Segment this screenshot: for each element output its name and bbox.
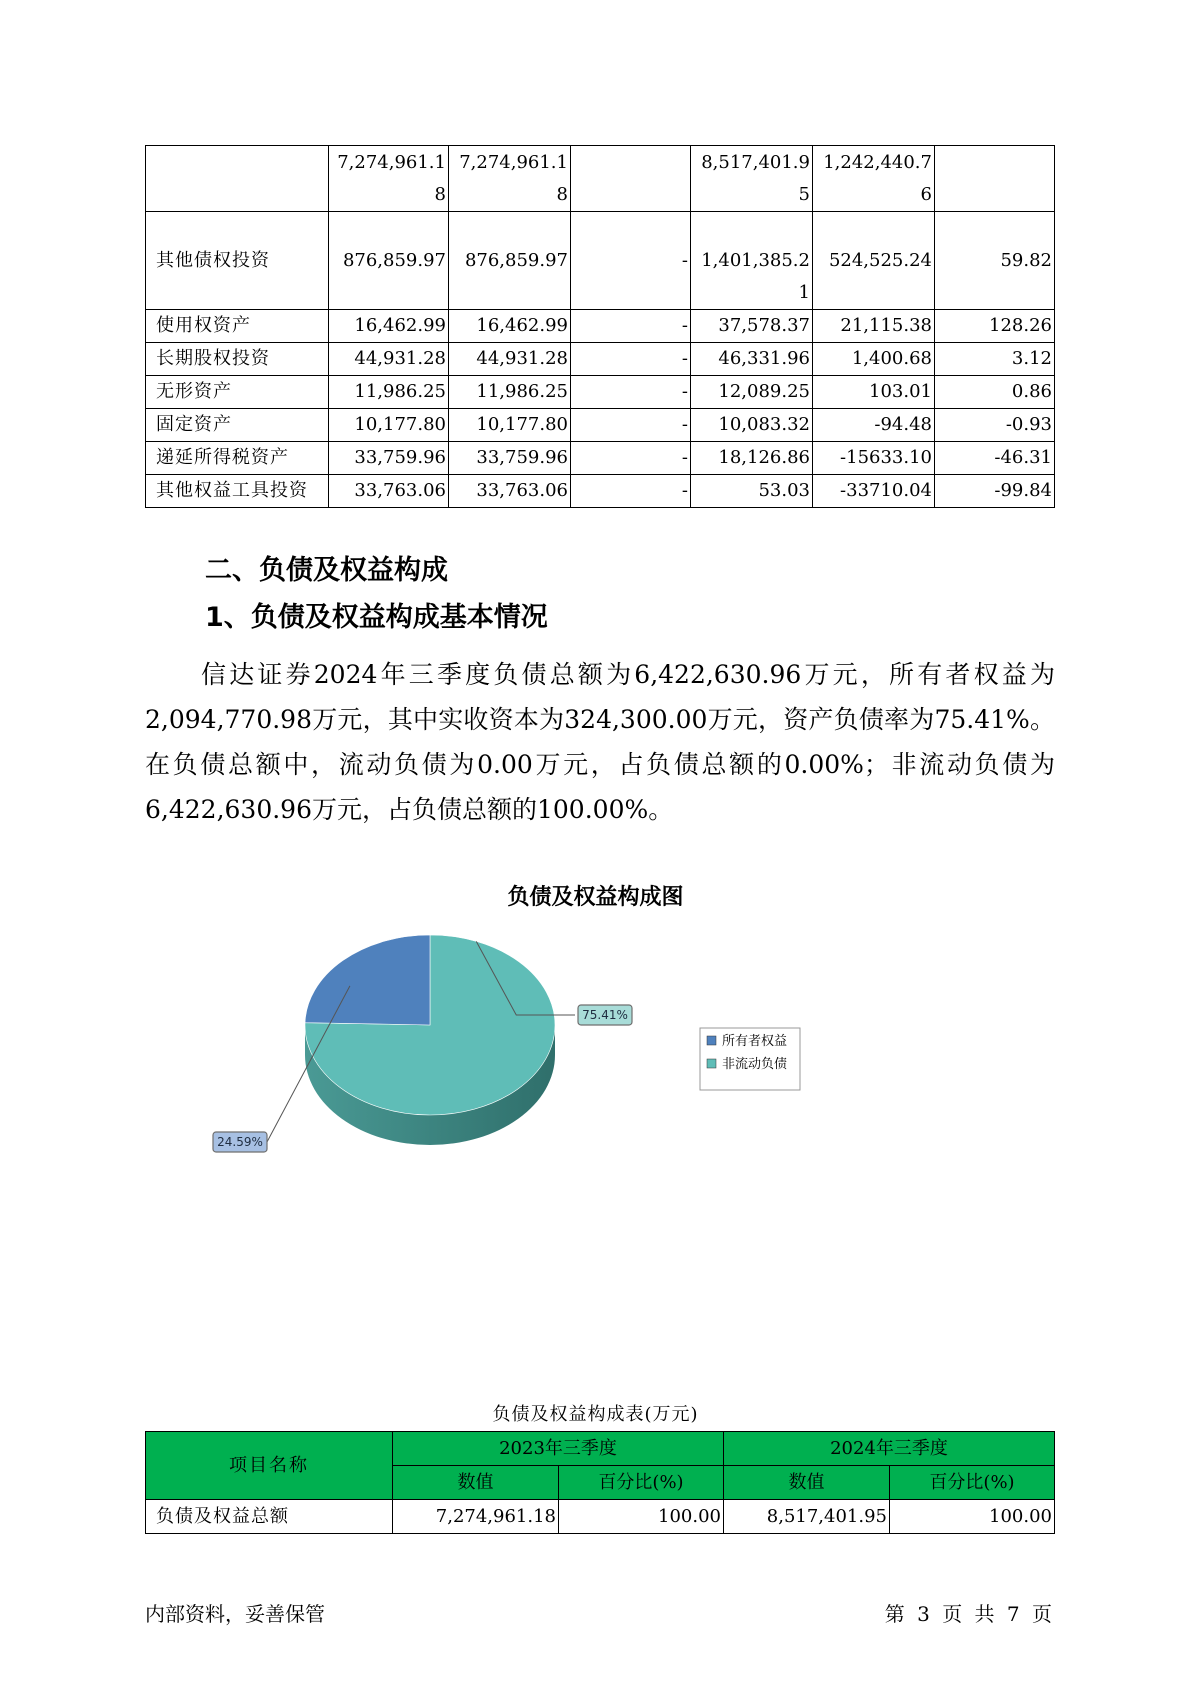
data-label: 24.59% [217, 1135, 263, 1149]
cell-value: 33,763.06 [449, 475, 571, 508]
cell-value: 59.82 [935, 212, 1055, 310]
cell-value: 16,462.99 [449, 310, 571, 343]
cell-value: 33,759.96 [449, 442, 571, 475]
col-header-period1: 2023年三季度 [393, 1432, 724, 1466]
cell-value: -33710.04 [813, 475, 935, 508]
subheader-pct: 百分比(%) [559, 1466, 724, 1500]
footer-confidential: 内部资料，妥善保管 [145, 1602, 325, 1626]
cell-value: 100.00 [890, 1500, 1055, 1534]
cell-value: 7,274,961.18 [449, 146, 571, 212]
table-caption: 负债及权益构成表(万元) [492, 1404, 699, 1425]
row-name: 固定资产 [146, 409, 329, 442]
row-name: 负债及权益总额 [146, 1500, 393, 1534]
cell-value: 7,274,961.18 [393, 1500, 559, 1534]
chart-legend [700, 1028, 800, 1090]
legend-swatch-equity [707, 1036, 716, 1045]
chart-title: 负债及权益构成图 [507, 885, 684, 910]
cell-value: 12,089.25 [691, 376, 813, 409]
cell-value: - [571, 409, 691, 442]
row-name: 使用权资产 [146, 310, 329, 343]
cell-value: 1,400.68 [813, 343, 935, 376]
liability-table [145, 1431, 1055, 1534]
col-header-name: 项目名称 [146, 1432, 393, 1500]
row-name: 其他权益工具投资 [146, 475, 329, 508]
body-paragraph: 信达证券2024年三季度负债总额为6,422,630.96万元，所有者权益为2,094,770.98万元，其中实收资本为324,300.00万元，资产负债率为75.41%。在负债总额中，流动负债为0.00万元，占负债总额的0.00%；非流动负债为6,422,630.96万元，占负债总额的100.00%。 [145, 660, 1055, 824]
col-header-period2: 2024年三季度 [724, 1432, 1055, 1466]
table-row [146, 475, 1055, 508]
cell-value: - [571, 475, 691, 508]
cell-value [935, 146, 1055, 212]
cell-value: 10,177.80 [449, 409, 571, 442]
cell-value: 53.03 [691, 475, 813, 508]
cell-value: -99.84 [935, 475, 1055, 508]
section-subheading: 1、负债及权益构成基本情况 [205, 602, 548, 633]
cell-value: 16,462.99 [329, 310, 449, 343]
table-row [146, 310, 1055, 343]
cell-value: 37,578.37 [691, 310, 813, 343]
table-row [146, 212, 1055, 310]
cell-value: 0.86 [935, 376, 1055, 409]
table-row [146, 409, 1055, 442]
table-row [146, 146, 1055, 212]
cell-value: 3.12 [935, 343, 1055, 376]
cell-value: -94.48 [813, 409, 935, 442]
cell-value [571, 146, 691, 212]
cell-value: 103.01 [813, 376, 935, 409]
cell-value: 876,859.97 [329, 212, 449, 310]
subheader-pct: 百分比(%) [890, 1466, 1055, 1500]
cell-value: 8,517,401.95 [724, 1500, 890, 1534]
cell-value: 11,986.25 [329, 376, 449, 409]
table-row [146, 1500, 1055, 1534]
cell-value: - [571, 442, 691, 475]
row-name: 长期股权投资 [146, 343, 329, 376]
subheader-value: 数值 [393, 1466, 559, 1500]
row-name: 无形资产 [146, 376, 329, 409]
cell-value: 128.26 [935, 310, 1055, 343]
row-name: 其他债权投资 [146, 212, 329, 310]
cell-value: 8,517,401.95 [691, 146, 813, 212]
cell-value: 1,242,440.76 [813, 146, 935, 212]
cell-value: 33,759.96 [329, 442, 449, 475]
cell-value: -0.93 [935, 409, 1055, 442]
cell-value: 876,859.97 [449, 212, 571, 310]
cell-value: - [571, 376, 691, 409]
footer-page-number: 第 3 页 共 7 页 [884, 1602, 1052, 1626]
section-heading: 二、负债及权益构成 [205, 555, 448, 586]
table-header-row [146, 1432, 1055, 1466]
table-row [146, 442, 1055, 475]
cell-value: 46,331.96 [691, 343, 813, 376]
pie-slice-equity [305, 935, 430, 1025]
data-label: 75.41% [582, 1008, 628, 1022]
cell-value: 10,083.32 [691, 409, 813, 442]
row-name: 递延所得税资产 [146, 442, 329, 475]
cell-value: - [571, 212, 691, 310]
cell-value: 11,986.25 [449, 376, 571, 409]
pie-chart [0, 930, 1191, 1190]
cell-value: - [571, 343, 691, 376]
table-row [146, 343, 1055, 376]
row-name [146, 146, 329, 212]
cell-value: 7,274,961.18 [329, 146, 449, 212]
legend-swatch-liability [707, 1059, 716, 1068]
cell-value: 10,177.80 [329, 409, 449, 442]
asset-table [145, 145, 1055, 508]
cell-value: 33,763.06 [329, 475, 449, 508]
cell-value: 44,931.28 [449, 343, 571, 376]
cell-value: 18,126.86 [691, 442, 813, 475]
table-row [146, 376, 1055, 409]
cell-value: 44,931.28 [329, 343, 449, 376]
cell-value: -15633.10 [813, 442, 935, 475]
cell-value: 100.00 [559, 1500, 724, 1534]
cell-value: 21,115.38 [813, 310, 935, 343]
legend-label-equity: 所有者权益 [722, 1034, 788, 1049]
legend-label-liability: 非流动负债 [722, 1057, 788, 1072]
cell-value: -46.31 [935, 442, 1055, 475]
cell-value: 1,401,385.21 [691, 212, 813, 310]
subheader-value: 数值 [724, 1466, 890, 1500]
cell-value: 524,525.24 [813, 212, 935, 310]
cell-value: - [571, 310, 691, 343]
